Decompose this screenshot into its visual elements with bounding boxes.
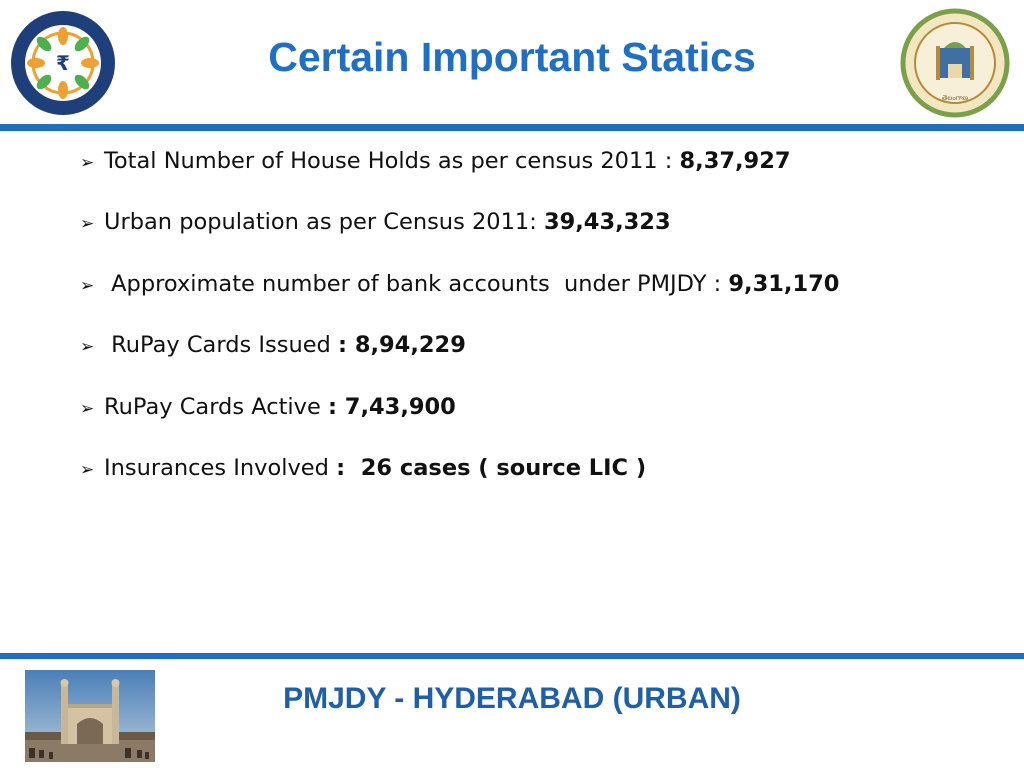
- stat-label: RuPay Cards Active: [104, 393, 328, 420]
- arrow-bullet-icon: ➢: [80, 398, 95, 419]
- arrow-bullet-icon: ➢: [80, 153, 95, 173]
- stat-label: RuPay Cards Issued: [104, 332, 338, 359]
- page-title: Certain Important Statics: [268, 34, 756, 80]
- list-item: [80, 455, 1000, 516]
- footer-divider: [0, 653, 1024, 659]
- list-item: [80, 332, 1000, 393]
- arrow-bullet-icon: ➢: [80, 459, 95, 480]
- svg-text:తెలంగాణ: తెలంగాణ: [941, 94, 969, 102]
- stat-label: Insurances Involved: [104, 454, 337, 481]
- footer-title: PMJDY - HYDERABAD (URBAN): [283, 682, 741, 715]
- svg-text:₹: ₹: [56, 51, 70, 75]
- telangana-emblem-icon: [896, 8, 1014, 118]
- list-item: [80, 148, 1000, 209]
- arrow-bullet-icon: ➢: [80, 214, 95, 235]
- stat-label: Approximate number of bank accounts under PMJDY :: [104, 270, 729, 297]
- stat-value: : 8,94,229: [337, 332, 466, 359]
- stat-value: 8,37,927: [679, 148, 791, 174]
- statistics-list: [80, 148, 1000, 516]
- list-item: [80, 271, 1000, 332]
- list-item: [80, 209, 1000, 270]
- slide-header: [0, 0, 1024, 124]
- list-item: [80, 394, 1000, 455]
- stat-value: : 7,43,900: [327, 393, 456, 420]
- stat-value: : 26 cases ( source LIC ): [336, 454, 647, 481]
- stat-value: 39,43,323: [543, 209, 671, 236]
- arrow-bullet-icon: ➢: [80, 337, 95, 358]
- stat-value: 9,31,170: [728, 270, 840, 297]
- arrow-bullet-icon: ➢: [80, 275, 95, 296]
- stat-label: Urban population as per Census 2011:: [104, 209, 544, 236]
- stat-label: Total Number of House Holds as per census 2011 :: [104, 148, 680, 174]
- header-divider: [0, 124, 1024, 131]
